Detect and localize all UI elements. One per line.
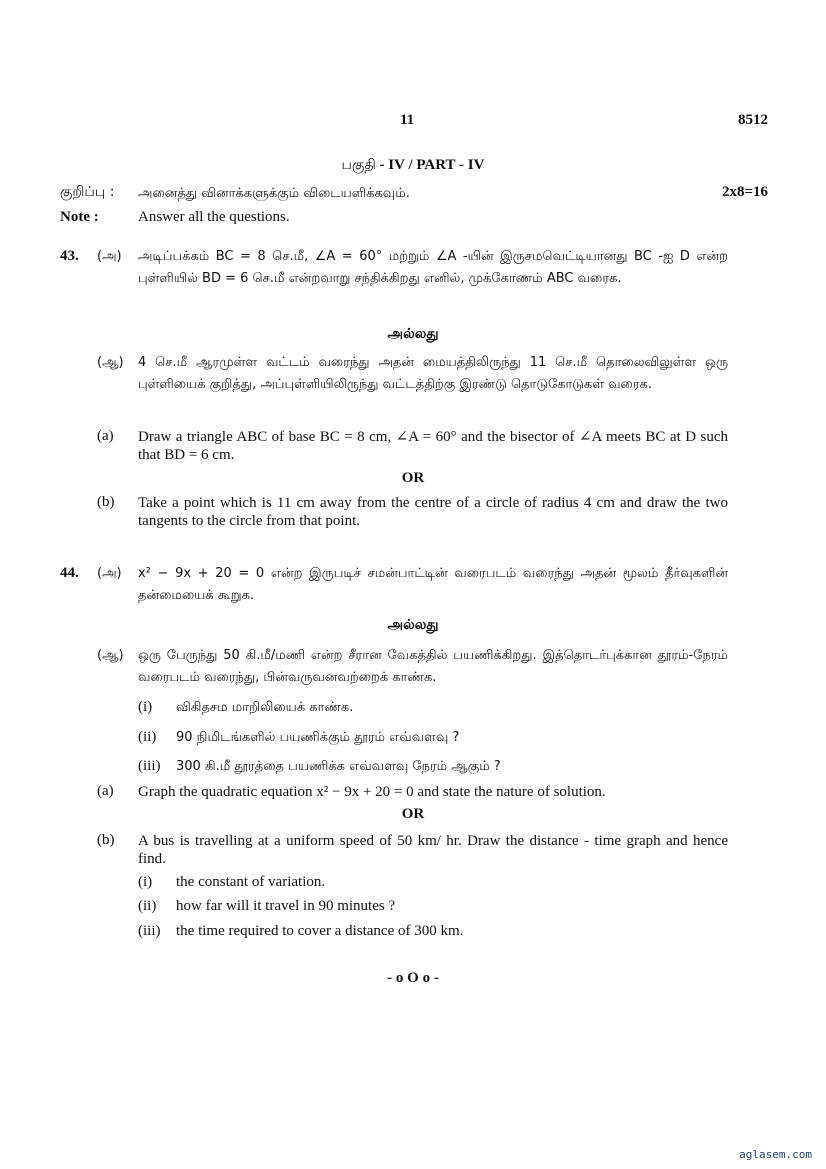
page-number: 11 <box>400 112 415 128</box>
note-label-ta: குறிப்பு : <box>60 184 115 200</box>
q43-b-ta: 4 செ.மீ ஆரமுள்ள வட்டம் வரைந்து அதன் மையத்திலிருந்து 11 செ.மீ தொலைவிலுள்ள ஒரு புள்ளியைக் குறித்து, அப்புள்ளியிலிருந்து வட்டத்திற்கு இரண்டு தொடுகோடுகள் வரைக. <box>138 355 728 392</box>
q43-a-ta: அடிப்பக்கம் BC = 8 செ.மீ, ∠A = 60° மற்றும் ∠A -யின் இருசமவெட்டியானது BC -ஐ D என்ற புள்ளியில் BD = 6 செ.மீ என்றவாறு சந்திக்கிறது எனில், முக்கோணம் ABC வரைக. <box>138 249 728 286</box>
q44-or-ta: அல்லது <box>387 617 439 633</box>
q44-a-en: Graph the quadratic equation x² − 9x + 20 = 0 and state the nature of solution. <box>138 784 606 800</box>
q44-b-en-label: (b) <box>97 832 115 848</box>
note-text-en: Answer all the questions. <box>138 209 290 225</box>
note-text-ta: அனைத்து வினாக்களுக்கும் விடையளிக்கவும். <box>138 186 410 201</box>
q43-a-ta-label: (அ) <box>97 249 122 264</box>
q44-b-ta-item: விகிதசம மாறிலியைக் காண்க. <box>176 700 354 715</box>
q44-b-ta-item: 90 நிமிடங்களில் பயணிக்கும் தூரம் எவ்வளவு ? <box>176 730 460 745</box>
note-label-en: Note : <box>60 209 99 225</box>
q43-or-ta: அல்லது <box>387 326 439 342</box>
q43-b-ta-label: (ஆ) <box>97 355 124 370</box>
q43-a-en-label: (a) <box>97 428 114 444</box>
part-title-ta: பகுதி <box>341 157 376 173</box>
watermark-text: aglasem.com <box>739 1148 812 1161</box>
q44-a-en-label: (a) <box>97 783 114 799</box>
q44-b-en-item-label: (ii) <box>138 898 157 914</box>
part-title-en: - IV / PART - IV <box>375 157 485 173</box>
q44-b-en: A bus is travelling at a uniform speed of 50 km/ hr. Draw the distance - time graph and hence find. <box>138 833 728 867</box>
q44-b-en-item: how far will it travel in 90 minutes ? <box>176 898 396 914</box>
q43-number: 43. <box>60 248 79 264</box>
q44-a-ta: x² − 9x + 20 = 0 என்ற இருபடிச் சமன்பாட்டின் வரைபடம் வரைந்து அதன் மூலம் தீர்வுகளின் தன்மையைக் கூறுக. <box>138 566 728 603</box>
q44-or-en: OR <box>401 806 425 822</box>
q44-b-ta-item: 300 கி.மீ தூரத்தை பயணிக்க எவ்வளவு நேரம் ஆகும் ? <box>176 759 501 774</box>
paper-code: 8512 <box>738 112 768 128</box>
q44-b-ta-label: (ஆ) <box>97 648 124 663</box>
q43-b-en-label: (b) <box>97 494 115 510</box>
part-title <box>0 154 826 175</box>
q44-number: 44. <box>60 565 79 581</box>
q44-b-ta-item-label: (ii) <box>138 729 157 745</box>
q43-or-en: OR <box>401 470 425 486</box>
q43-b-en: Take a point which is 11 cm away from the centre of a circle of radius 4 cm and draw the two tangents to the circle from that point. <box>138 495 728 529</box>
q44-b-ta-item-label: (iii) <box>138 758 161 774</box>
marks: 2x8=16 <box>721 184 768 200</box>
q44-b-en-item-label: (i) <box>138 874 153 890</box>
q44-b-ta-item-label: (i) <box>138 699 153 715</box>
q43-a-en: Draw a triangle ABC of base BC = 8 cm, ∠A = 60° and the bisector of ∠A meets BC at D such that BD = 6 cm. <box>138 429 728 463</box>
q44-a-ta-label: (அ) <box>97 566 122 581</box>
q44-b-en-item-label: (iii) <box>138 923 161 939</box>
q44-b-ta: ஒரு பேருந்து 50 கி.மீ/மணி என்ற சீரான வேகத்தில் பயணிக்கிறது. இத்தொடர்புக்கான தூரம்-நேரம் வரைபடம் வரைந்து, பின்வருவனவற்றைக் காண்க. <box>138 648 728 685</box>
q44-b-en-item: the constant of variation. <box>176 874 326 890</box>
q44-b-en-item: the time required to cover a distance of 300 km. <box>176 923 464 939</box>
end-mark: - o O o - <box>387 970 439 986</box>
